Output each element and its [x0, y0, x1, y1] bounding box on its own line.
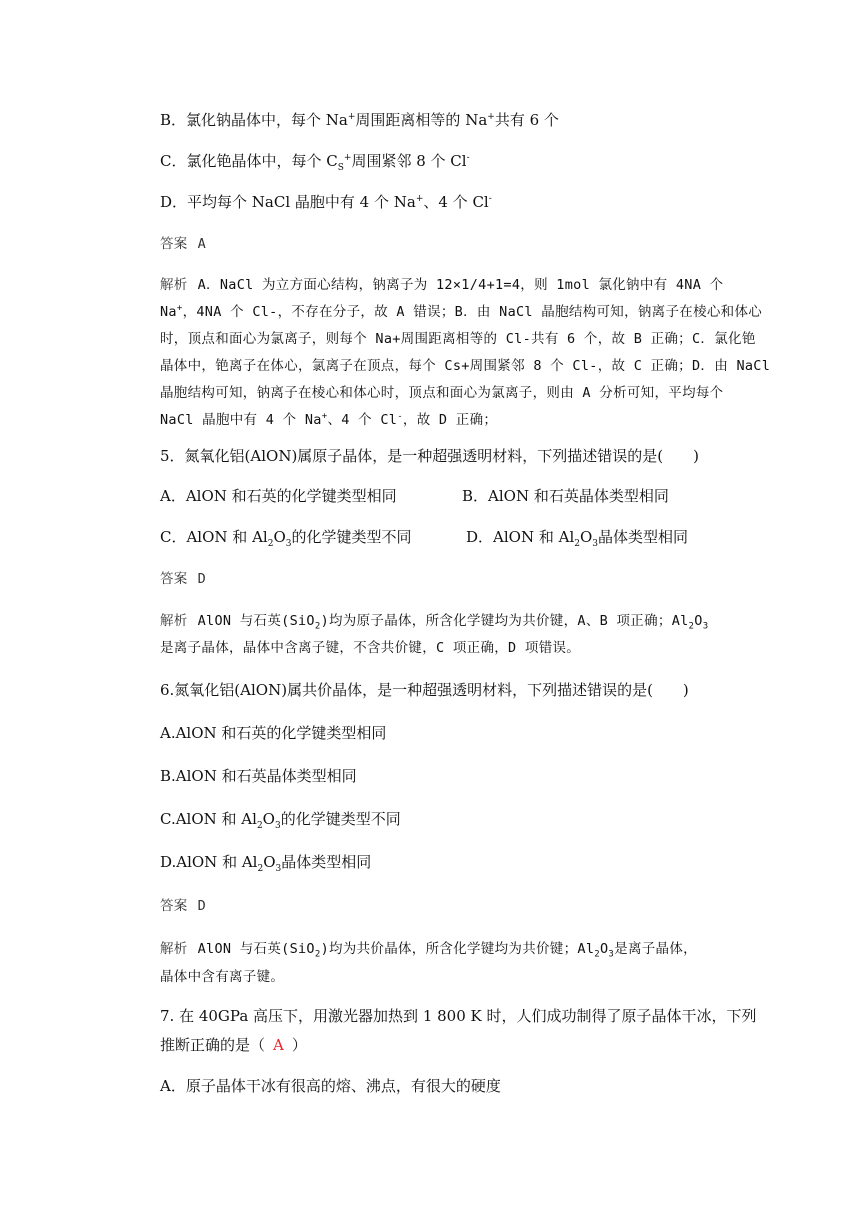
answer-value: D — [197, 898, 207, 914]
q4-option-b: B．氯化钠晶体中，每个 Na+周围距离相等的 Na+共有 6 个 — [160, 111, 559, 129]
answer-value: D — [197, 571, 207, 587]
q6-option-a: A.AlON 和石英的化学键类型相同 — [160, 724, 387, 742]
q5-answer — [160, 569, 206, 589]
q5-stem: 5．氮氧化铝(AlON)属原子晶体，是一种超强透明材料，下列描述错误的是( ) — [160, 447, 700, 465]
q4-analysis-line-5: 晶胞结构可知，钠离子在棱心和体心时，顶点和面心为氯离子，则由 A 分析可知，平均每个 — [160, 385, 724, 401]
q4-answer — [160, 234, 206, 254]
q6-option-b: B.AlON 和石英晶体类型相同 — [160, 767, 357, 785]
analysis-label: 解析 — [160, 941, 188, 957]
q5-option-c: C．AlON 和 $Al_2O_3$的化学键类型不同 — [160, 528, 412, 549]
q4-option-c: C．氯化铯晶体中，每个 $C_S^+$周围紧邻 8 个 Cl- — [160, 152, 470, 173]
q4-analysis-line-1: 解析 A．NaCl 为立方面心结构，钠离子为 12×1/4+1=4，则 1mol 氯化钠中有 4NA 个 — [160, 277, 724, 293]
q6-option-c: C.AlON 和 $Al_2O_3$的化学键类型不同 — [160, 810, 401, 831]
q7-stem-line-2: 推断正确的是（ A ） — [160, 1036, 307, 1054]
analysis-label: 解析 — [160, 277, 188, 293]
answer-label: 答案 — [160, 571, 188, 587]
q6-analysis-line-2: 晶体中含有离子键。 — [160, 969, 285, 985]
answer-label: 答案 — [160, 898, 188, 914]
q4-option-d: D．平均每个 NaCl 晶胞中有 4 个 Na+、4 个 Cl- — [160, 193, 492, 211]
q4-analysis-line-2: Na+，4NA 个 Cl-，不存在分子，故 A 错误；B．由 NaCl 晶胞结构可知，钠离子在棱心和体心 — [160, 303, 763, 320]
q7-stem-line-1: 7. 在 40GPa 高压下，用激光器加热到 1 800 K 时，人们成功制得了原子晶体干冰，下列 — [160, 1007, 757, 1025]
analysis-label: 解析 — [160, 613, 188, 629]
q4-analysis-line-4: 晶体中，铯离子在体心，氯离子在顶点，每个 Cs+周围紧邻 8 个 Cl-，故 C 正确；D．由 NaCl — [160, 358, 771, 374]
q6-option-d: D.AlON 和 $Al_2O_3$晶体类型相同 — [160, 853, 372, 874]
answer-label: 答案 — [160, 236, 188, 252]
q5-option-b: B．AlON 和石英晶体类型相同 — [462, 487, 669, 505]
q5-analysis-line-1: 解析 AlON 与石英(SiO$_2$)均为原子晶体，所含化学键均为共价键，A、B 项正确；$Al_2O_3$ — [160, 613, 709, 632]
q5-option-d: D．AlON 和 $Al_2O_3$晶体类型相同 — [466, 528, 689, 549]
q4-analysis-line-6: NaCl 晶胞中有 4 个 Na+、4 个 Cl-，故 D 正确； — [160, 411, 498, 428]
q7-inline-answer: A — [273, 1036, 284, 1054]
q4-analysis-line-3: 时，顶点和面心为氯离子，则每个 Na+周围距离相等的 Cl-共有 6 个，故 B 正确；C．氯化铯 — [160, 331, 756, 347]
q6-analysis-line-1: 解析 AlON 与石英(SiO$_2$)均为共价晶体，所含化学键均为共价键；$Al_2O_3$是离子晶体， — [160, 941, 697, 960]
answer-value: A — [197, 236, 207, 252]
q5-option-a: A．AlON 和石英的化学键类型相同 — [160, 487, 397, 505]
q7-option-a: A．原子晶体干冰有很高的熔、沸点，有很大的硬度 — [160, 1077, 501, 1095]
q6-answer — [160, 896, 206, 916]
q6-stem: 6.氮氧化铝(AlON)属共价晶体，是一种超强透明材料，下列描述错误的是( ) — [160, 681, 689, 699]
q5-analysis-line-2: 是离子晶体，晶体中含离子键，不含共价键，C 项正确，D 项错误。 — [160, 640, 581, 656]
